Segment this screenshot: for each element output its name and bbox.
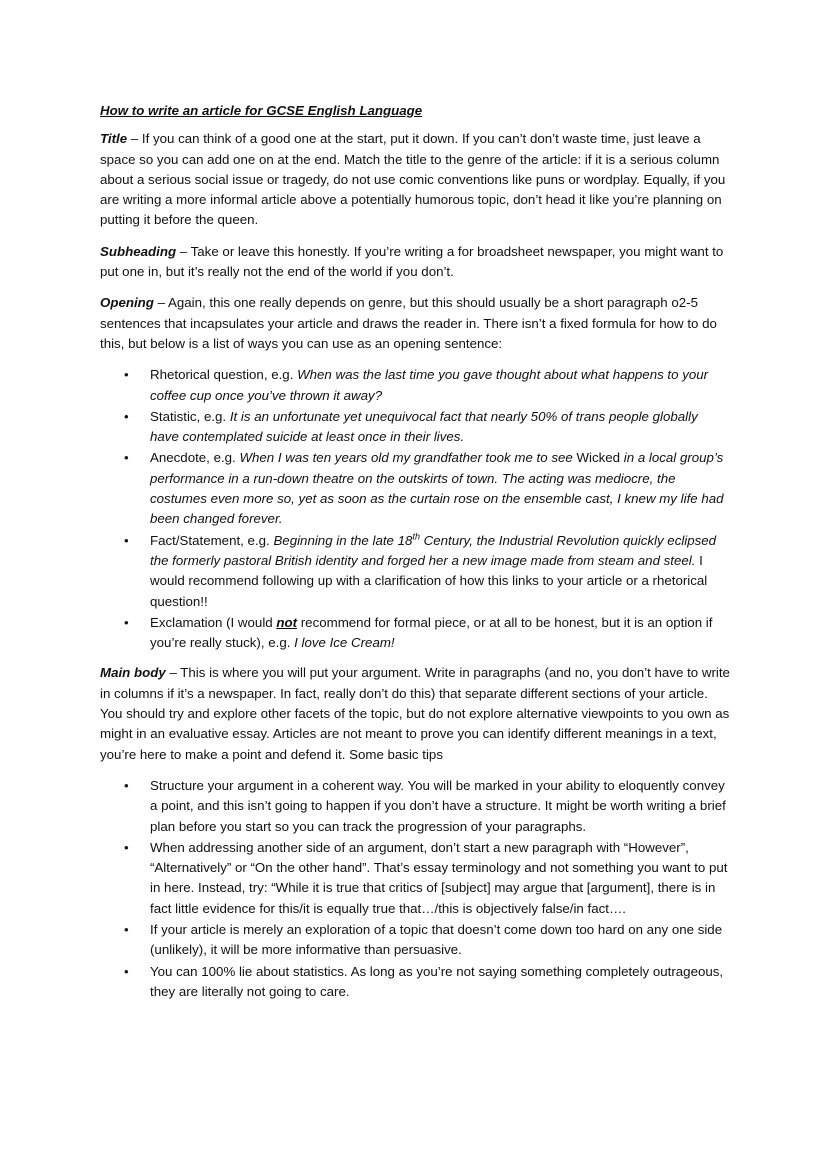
bullet-icon: • xyxy=(124,614,129,630)
main-body-tips-list xyxy=(100,776,730,1002)
list-item-text: recommend for formal piece, or at all to be honest, but it is an option if you’re really stuck), e.g. xyxy=(150,614,713,651)
list-item-example: I love Ice Cream! xyxy=(294,635,395,651)
list-item-example-continued: in a local group’s performance in a run-down theatre on the outskirts of town. The acting was mediocre, the costumes even more so, yet as soon as the curtain rose on the ensemble cast, I knew my life had been changed forever. xyxy=(150,450,724,527)
list-item-label: Anecdote, e.g. xyxy=(150,450,240,466)
list-item-followup: I would recommend following up with a clarification of how this links to your article or a rhetorical question!! xyxy=(150,552,708,609)
tip-text: You can 100% lie about statistics. As long as you’re not saying something completely outrageous, they are literally not going to care. xyxy=(150,963,724,999)
list-item-tip xyxy=(100,776,730,837)
list-item-tip xyxy=(100,838,730,919)
document-title: How to write an article for GCSE English Language xyxy=(100,103,423,118)
list-item-label: Exclamation (I would xyxy=(150,614,277,630)
list-item-tip xyxy=(100,962,730,1003)
list-item-fact-statement xyxy=(100,531,730,612)
bullet-icon: • xyxy=(124,839,129,855)
bullet-icon: • xyxy=(124,532,129,548)
list-item-example: When I was ten years old my grandfather took me to see xyxy=(239,450,577,466)
subheading-section xyxy=(100,242,730,283)
bullet-icon: • xyxy=(124,450,129,466)
list-item-tip xyxy=(100,920,730,961)
main-body-section xyxy=(100,663,730,764)
subheading-section-heading: Subheading xyxy=(100,243,177,259)
bullet-icon: • xyxy=(124,921,129,937)
list-item-example: When was the last time you gave thought about what happens to your coffee cup once you’ve thrown it away? xyxy=(150,367,709,403)
main-body-heading: Main body xyxy=(100,665,166,681)
subheading-section-text: – Take or leave this honestly. If you’re writing a for broadsheet newspaper, you might want to put one in, but it’s really not the end of the world if you don’t. xyxy=(100,243,724,280)
bullet-icon: • xyxy=(124,963,129,979)
opening-section xyxy=(100,293,730,354)
title-section-text: – If you can think of a good one at the start, put it down. If you can’t don’t waste time, just leave a space so you can add one on at the end. Match the title to the genre of the article: if it is a serious column about a serious social issue or tragedy, do not use comic conventions like puns or wordplay. Equally, if you are writing a more informal article above a potentially humorous topic, don’t head it like you’re planning on putting it before the queen. xyxy=(100,131,726,228)
title-section-heading: Title xyxy=(100,131,128,147)
show-title: Wicked xyxy=(576,450,621,466)
list-item-example: It is an unfortunate yet unequivocal fact that nearly 50% of trans people globally have contemplated suicide at least once in their lives. xyxy=(150,408,698,445)
list-item-example-continued: Century, the Industrial Revolution quickly eclipsed the formerly pastoral British identity and forged her a new image made from steam and steel. xyxy=(150,532,717,568)
tip-text: When addressing another side of an argument, don’t start a new paragraph with “However”, “Alternatively” or “On the other hand”. That’s essay terminology and not something you want to put in here. Instead, try: “While it is true that critics of [subject] may argue that [argument], there is in fact little evidence for this/it is equally true that…/this is objectively false/in fact…. xyxy=(150,839,728,916)
list-item-statistic xyxy=(100,407,730,448)
list-item-label: Fact/Statement, e.g. xyxy=(150,532,274,548)
list-item-label: Rhetorical question, e.g. xyxy=(150,367,298,383)
list-item-label: Statistic, e.g. xyxy=(150,408,230,424)
list-item-example: Beginning in the late 18 xyxy=(273,532,413,548)
list-item-anecdote xyxy=(100,448,730,529)
tip-text: If your article is merely an exploration of a topic that doesn’t come down too hard on any one side (unlikely), it will be more informative than persuasive. xyxy=(150,921,723,958)
superscript: th xyxy=(412,531,420,542)
opening-section-heading: Opening xyxy=(100,295,154,311)
tip-text: Structure your argument in a coherent way. You will be marked in your ability to eloquently convey a point, and this isn’t going to happen if you don’t have a structure. It might be worth writing a brief plan before you start so you can track the progression of your paragraphs. xyxy=(150,777,726,834)
document-body xyxy=(100,101,730,1012)
main-body-text: – This is where you will put your argument. Write in paragraphs (and no, you don’t have to write in columns if it’s a newspaper. In fact, really don’t do this) that separate different sections of your article. You should try and explore other facets of the topic, but do not explore alternative viewpoints to you own as might in an evaluative essay. Articles are not meant to prove you can identify different meanings in a text, you’re here to make a point and defend it. Some basic tips xyxy=(100,665,730,762)
opening-section-text: – Again, this one really depends on genre, but this should usually be a short paragraph o2-5 sentences that incapsulates your article and draws the reader in. There isn’t a fixed formula for how to do this, but below is a list of ways you can use as an opening sentence: xyxy=(100,295,717,351)
emphasis-not: not xyxy=(276,614,298,630)
opening-methods-list xyxy=(100,365,730,653)
list-item-rhetorical-question xyxy=(100,365,730,406)
bullet-icon: • xyxy=(124,367,129,383)
list-item-exclamation xyxy=(100,613,730,654)
bullet-icon: • xyxy=(124,777,129,793)
bullet-icon: • xyxy=(124,408,129,424)
title-section xyxy=(100,129,730,230)
